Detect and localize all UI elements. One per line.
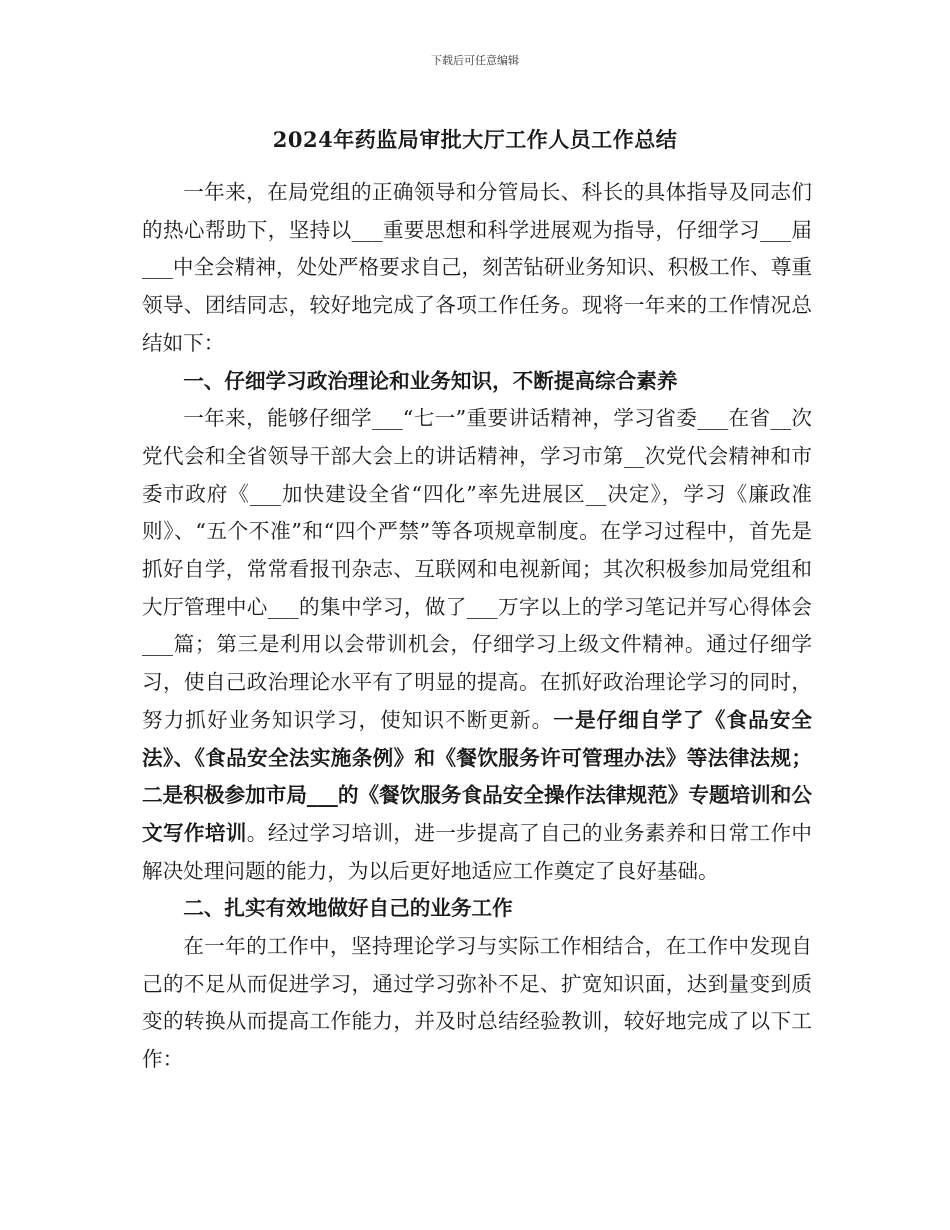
document-body xyxy=(142,174,812,1079)
section-1-heading: 一、仔细学习政治理论和业务知识，不断提高综合素养 xyxy=(183,368,678,393)
document-title: 2024年药监局审批大厅工作人员工作总结 xyxy=(272,127,678,152)
section-1-text-end: 。经过学习培训，进一步提高了自己的业务素养和日常工作中解决处理问题的能力，为以后更好地适应工作奠定了良好基础。 xyxy=(142,820,813,883)
section-1-text: 一年来，能够仔细学___“七一”重要讲话精神，学习省委___在省__次党代会和全省领导干部大会上的讲话精神，学习市第__次党代会精神和市委市政府《___加快建设全省“四化”率先进展区__决定》，学习《廉政准则》、“五个不准”和“四个严禁”等各项规章制度。在学习过程中，首先是抓好自学，常常看报刊杂志、互联网和电视新闻；其次积极参加局党组和大厅管理中心___的集中学习，做了___万字以上的学习笔记并写心得体会___篇；第三是利用以会带训机会，仔细学习上级文件精神。通过仔细学习，使自己政治理论水平有了明显的提高。在抓好政治理论学习的同时，努力抓好业务知识学习，使知识不断更新。 xyxy=(142,406,812,732)
section-1-bold-text: 一是仔细自学了《食品安全法》、《食品安全法实施条例》和《餐饮服务许可管理办法》等法律法规；二是积极参加市局___的《餐饮服务食品安全操作法律规范》专题培训和公文写作培训 xyxy=(142,707,813,845)
intro-paragraph: 一年来，在局党组的正确领导和分管局长、科长的具体指导及同志们的热心帮助下，坚持以___重要思想和科学进展观为指导，仔细学习___届___中全会精神，处处严格要求自己，刻苦钻研业务知识、积极工作、尊重领导、团结同志，较好地完成了各项工作任务。现将一年来的工作情况总结如下： xyxy=(142,180,812,355)
section-2-paragraph: 在一年的工作中，坚持理论学习与实际工作相结合，在工作中发现自己的不足从而促进学习，通过学习弥补不足、扩宽知识面，达到量变到质变的转换从而提高工作能力，并及时总结经验教训，较好地完成了以下工作： xyxy=(142,934,812,1072)
section-1-paragraph xyxy=(142,400,812,890)
section-2-heading: 二、扎实有效地做好自己的业务工作 xyxy=(183,896,513,921)
header-note: 下载后可任意编辑 xyxy=(431,54,519,67)
